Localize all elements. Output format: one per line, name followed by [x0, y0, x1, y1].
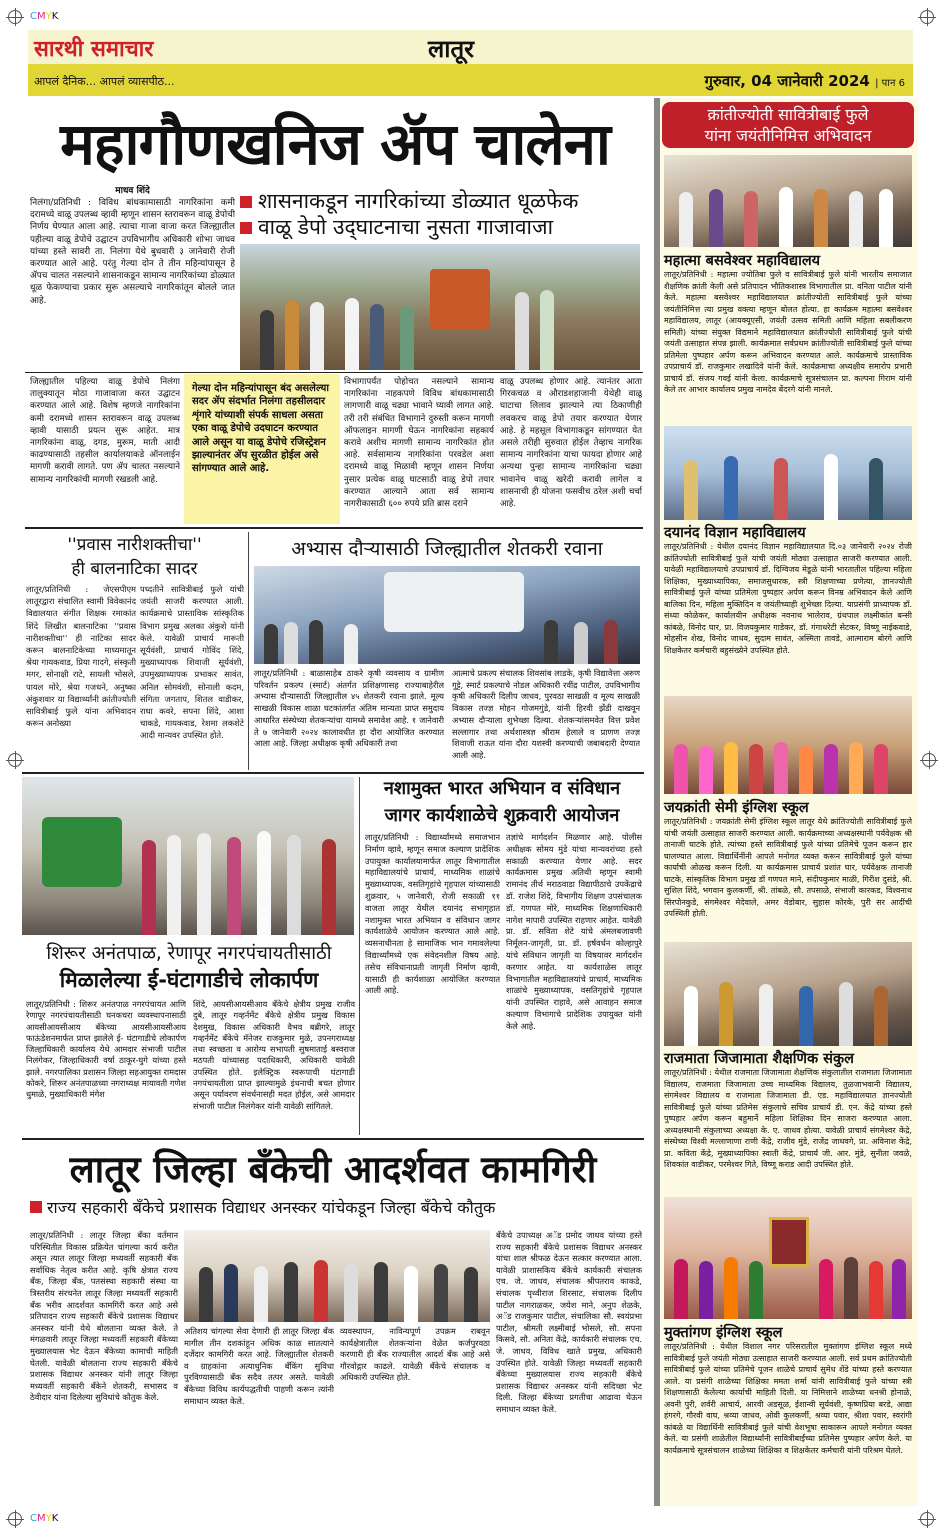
jaykranti-event-photo — [664, 696, 912, 794]
registration-mark-icon — [920, 1512, 934, 1526]
bank-felicitation-photo — [184, 1230, 490, 1322]
prawas-headline-1: ''प्रवास नारीशक्तीचा'' — [67, 535, 202, 555]
tagline: आपलं दैनिक... आपलं व्यासपीठ... — [34, 75, 175, 88]
issue-date: गुरुवार, 04 जानेवारी 2024 — [704, 72, 870, 90]
story-heading: मुक्तांगण इंग्लिश स्कूल — [664, 1325, 783, 1341]
nasha-col2: तज्ञांचे मार्गदर्शन मिळणार आहे. पोलीस अधीक्षक सोमय मुंडे यांचा मान्यवरांच्या हस्ते सकाळी करण्यात येणार आहे. सदर कार्यक्रमास प्रमुख अतिथी म्हणून स्वामी रामानंद तीर्थ मराठवाडा विद्यापीठाचे उपकेंद्राचे डॉ. राजेश शिंदे, विभागीय शिक्षण उपसंचालक डॉ. गणपत मोरे, माध्यमिक शिक्षणाधिकारी नागेश मापारी उपस्थित राहणार आहेत. यावेळी प्रा. डॉ. सविता शेटे यांचे अंमलबजावणी निर्मूलन-जागृती, प्रा. डॉ. हर्षवर्धन कोल्हापुरे यांचे संविधान जागृती या विषयावर मार्गदर्शन करणार आहेत. या कार्यशाळेस लातूर विभागातील महाविद्यालयांचे प्राचार्य, माध्यमिक शाळांचे मुख्याध्यापक, वसतिगृहांचे गृहपाल यांनी उपस्थित राहावे, असे आवाहन समाज कल्याण विभागाचे प्रादेशिक उपायुक्त यांनी केले आहे. — [506, 832, 642, 1031]
muktangan-event-photo — [664, 1197, 912, 1319]
lead-byline: माधव शिंदे — [115, 186, 150, 196]
bank-col4: बँकेचे उपाध्यक्ष अॅड प्रमोद जाधव यांच्या हस्ते राज्य सहकारी बँकेचे प्रशासक विद्याधर अनस्कर यांचा शाल श्रीफळ देऊन सत्कार करण्यात आला. यावेळी प्राशासकिय बँकेचे कार्यकारी संचालक एच. जे. जाधव, संचालक श्रीपतराव काकडे, संचालक पृथ्वीराज शिरसाट, संचालक दिलीप पाटील नागराळकर, जयेश माने, अनुप शेळके, अॅड राजकुमार पाटील, संचालिका सौ. स्वयंप्रभा पाटील, श्रीमती लक्ष्मीबाई भोसले, सौ. सपना किसवे, सौ. अनिता केंद्रे, कार्यकारी संचालक एच. जे. जाधव, विविध खाते प्रमुख, अधिकारी उपस्थित होते. यावेळी जिल्हा मध्यवर्ती सहकारी बँकेच्या मुख्यालयास राज्य सहकारी बँकेचे प्रशासक विद्याधर अनस्कर यांनी सदिच्छा भेट दिली. जिल्हा बँकेच्या प्रगतीचा आढावा घेऊन समाधान व्यक्त केले. — [496, 1230, 642, 1414]
e-garbage-vehicle-photo — [22, 777, 354, 935]
edition-name: लातूर — [428, 35, 474, 63]
story-text: लातूर/प्रतिनिधी : महात्मा ज्योतिबा फुले व सावित्रीबाई फुले यांनी भारतीय समाजात शैक्षणिक क्रांती केली असे प्रतिपादन भौतिकशास्त्र विभागातील प्रा. वनिता पाटील यांनी केले. महात्मा बसवेश्वर महाविद्यालयात क्रांतीज्योती सावित्रीबाई फुले यांच्या जयंतीनिमित्त त्या प्रमुख वक्त्या म्हणून बोलत होत्या. हा कार्यक्रम महात्मा बसवेश्वर महाविद्यालय, लातूर (आयक्यूएसी, जयंती उत्सव समिती आणि महिला सबलीकरण समिती) यांच्या संयुक्त विद्यमाने महाविद्यालयात क्रांतीज्योती सावित्रीबाई फुले यांची जयंती उत्साहात संपन्न झाली. कार्यक्रमात सर्वप्रथम क्रांतीज्योती सावित्रीबाई फुले यांच्या प्रतिमेला पुष्पहार अर्पण करून अभिवादन करण्यात आले. कार्यक्रमाचे प्रास्ताविक उपप्राचार्य डॉ. राजकुमार लखादिवे यांनी केले. कार्यक्रमाचा अध्यक्षीय समारोप प्रभारी प्राचार्य डॉ. संजय गवई यांनी केला. कार्यक्रमाचे सूत्रसंचालन प्रा. कल्पना गिराम यांनी केले तर आभार कार्यालय प्रमुख नामदेव बेंदरगे यांनी मानले. — [664, 270, 912, 394]
registration-mark-icon — [922, 753, 936, 767]
story-text: लातूर/प्रतिनिधी : जयक्रांती सेमी इंग्लिश स्कूल लातूर येथे क्रांतिज्योती सावित्रीबाई फुले यांची जयंती उत्साहात साजरी करण्यात आली. कार्यक्रमाच्या अध्यक्षस्थानी पर्यवेक्षक श्री तानाजी घाटके होते. त्यांच्या हस्ते सावित्रीबाई फुले यांच्या प्रतिमेचे पूजन करून हार घालण्यात आला. विद्यार्थिनींनी आपले मनोगत व्यक्त करून सावित्रीबाई फुले यांच्या कार्याची ओळख करून दिली. या कार्यक्रमास प्राचार्य प्रशांत घार, पर्यवेक्षक तानाजी घाटके, सांस्कृतिक विभाग प्रमुख डॉ गणपत माने, संदीपकुमार माळी, गिरीश दुसंडे, श्री. सुशिल शिंदे, भगवान कुलकर्णी, श्री. तांबळे, सौ. तपसाळे, संभाजी कारकड, विश्वनाथ सिरपोनकुडे, संगमेश्वर मेदेवाले, अमर वेडोबार, सुहास कोरके, पुरी सर आदींची उपस्थिती होती. — [664, 817, 912, 918]
registration-mark-icon — [8, 10, 22, 24]
bank-col2: अतिशय चांगल्या सेवा देणारी ही लातूर जिल्हा बँक मागील तीन दशकांहून अधिक काळ सातत्याने दर्जेदार कामगिरी करत आहे. जिल्ह्यातील शेतकरी व ग्राहकांना अत्याधुनिक बँकिंग सुविधा पुरविण्यासाठी बँक सदैव तत्पर असते. यावेळी बँकेच्या विविध कार्यपद्धतीची पाहणी करून त्यांनी समाधान व्यक्त केले. — [184, 1326, 334, 1406]
abhyas-col1: लातूर/प्रतिनिधी : बाळासाहेब ठाकरे कृषी व्यवसाय व ग्रामीण परिवर्तन प्रकल्प (स्मार्ट) अंतर्गत प्रशिक्षणासह राज्याबाहेरील अभ्यास दौऱ्यासाठी जिल्ह्यातील ४५ शेतकरी रवाना झाले. मूल्य साखळी विकास शाळा घटकांतर्गत अंतिम मान्यता प्राप्त समुदाय आधारित संस्थेच्या शेतकऱ्यांचा यामध्ये समावेश आहे. १ जानेवारी ते ७ जानेवारी २०२४ कालावधीत हा दौरा आयोजित करण्यात आला आहे. जिल्हा अधीक्षक कृषी अधिकारी तथा — [254, 668, 444, 749]
bullet-icon — [30, 1201, 42, 1213]
story-text: लातूर/प्रतिनिधी : येथील विशाल नगर परिसरातील मुक्तांगण इंग्लिश स्कूल मध्ये सावित्रीबाई फुले जयंती मोठ्या उत्साहात साजरी करण्यात आली. सर्व प्रथम क्रांतिज्योती सावित्रीबाई फुले यांच्या प्रतिमेचे पूजन शाळेचे प्राचार्य सुमेध शेंडे यांच्या हस्ते करण्यात आले. या प्रसंगी शाळेच्या शिक्षिका ममता शर्मा यांनी सावित्रीबाई फुले यांच्या स्त्री शिक्षणासाठी केलेल्या कार्याची माहिती दिली. या निमित्ताने शाळेच्या धनश्री होनाळे, अवनी पुरी, शर्वरी आचार्य, आरवी अडसूळ, ईशान्वी सूर्यवंशी, कृष्णप्रिया बरडे, आद्या हंगरगे, गौरवी वाघ, श्रव्या जाधव, ओवी कुलकर्णी, श्रव्या पवार, श्रीशा पवार, स्वरांगी कांबळे या विद्यार्थिनी सावित्रीबाई फुले यांची वेशभूषा साकारून आपले मनोगत व्यक्त केले. या प्रसंगी शाळेतील विद्यार्थ्यांनी सावित्रीबाईंच्या प्रतिमेस पुष्पहार अर्पण केले. या कार्यक्रमाचे सूत्रसंचालन शाळेच्या शिक्षिका व शिक्षकेतर कर्मचारी यांनी परिश्रम घेतले. — [664, 1342, 912, 1455]
bank-subhead: राज्य सहकारी बँकेचे प्रशासक विद्याधर अनस्कर यांचेकडून जिल्हा बँकेचे कौतुक — [30, 1196, 495, 1218]
ghantagadi-headline-2: मिळालेल्या ई-घंटागाडीचे लोकार्पण — [59, 968, 319, 992]
lead-subhead-2: वाळू डेपो उद्‌घाटनाचा नुसता गाजावाजा — [240, 213, 553, 241]
story-text: लातूर/प्रतिनिधी : येथील राजमाता जिजामाता शैक्षणिक संकुलातील राजमाता जिजामाता विद्यालय, राजमाता जिजामाता उच्च माध्यमिक विद्यालय, तुळजाभवानी विद्यालय, संगमेश्वर विद्यालय व राजमाता जिजामाता डी. एड. महाविद्यालयात ज्ञानज्योती सावित्रीबाई फुले यांच्या प्रतिमेस संकुलाचे सचिव प्राचार्य डी. एन. केंद्रे यांच्या हस्ते पुष्पहार अर्पण करून बहुमार्ने महिला शिक्षिका दिन साजरा करण्यात आला. अध्यक्षस्थानी संकुलाच्या अध्यक्षा के. ए. जाधव होत्या. यावेळी प्राचार्य संगमेश्वर केंद्रे, संस्थेच्या विश्वी मल्लाणाणा राणी केंद्रे, राजीव मुंडे, राजेंद्र जाधवगे, प्रा. अविनाश केंद्रे, प्रा. कविता केंद्रे, मुख्याध्यापिका स्वाती केंद्रे, प्राचार्य जी. आर. मुंडे, सुनीता जवळे, शिवकांत वाडीकर, परमेश्वर गिते, विष्णू कराड आदी उपस्थित होते. — [664, 1068, 912, 1169]
lead-subhead-1: शासनाकडून नागरिकांच्या डोळ्यात धूळफेक — [240, 187, 578, 215]
prawas-col1: लातूर/प्रतिनिधी : जेएसपीएम लातूरद्वारा संचालित स्वामी विवेकानंद विद्यालयात संगीत शिक्षक रमाकांत शिंदे लिखीत बालनाटिका ''प्रवास नारीशक्तीचा'' ही नाटिका सादर करून बालनाटिकेच्या माध्यमातून श्रेया गायकवाड, प्रिया गादगे, संस्कृती मगर, सोनाक्षी राटे, सायली भोसले, पायल मोरे, श्रेया गजधने, अनुष्का अंकुशवार या विद्यार्थ्यांनी क्रांतीज्योती सावित्रीबाई फुले यांना अभिवादन करून अनोख्या — [26, 584, 136, 729]
abhyas-headline: अभ्यास दौऱ्यासाठी जिल्ह्यातील शेतकरी रवाना — [291, 538, 603, 560]
sand-depot-photo — [240, 244, 640, 370]
farmers-bus-photo — [254, 566, 640, 664]
story-text: लातूर/प्रतिनिधी : येथील दयानंद विज्ञान महाविद्यालयात दि.०३ जानेवारी २०२४ रोजी क्रांतिज्योती सावित्रीबाई फुले यांची जयंती मोठ्या उत्साहात साजरी करण्यात आली. यावेळी महाविद्यालयाचे उपप्राचार्य डॉ. दिग्विजय मेडूळे यांनी भारतातील पहिल्या महिला शिक्षिका, मुख्याध्यापिका, समाजसुधारक, स्त्री शिक्षणाच्या प्रणेत्या, ज्ञानज्योती सावित्रीबाई फुले यांच्या प्रतिमेला पुष्पहार अर्पण करून विनम्र अभिवादन केले आणि बालिका दिन, महिला मुक्तिदिन व जयंतीच्याही शुभेच्छा दिल्या. याप्रसंगी प्राध्यापक डॉ. संध्या कोळेकर, कार्यालयीन अधीक्षक नवनाथ भालेराव, ग्रंथपाल लक्ष्मीकांत बन्सी कांबळे, विनोद घार, प्रा. विजयकुमार गाडेकर, डॉ. गंगाधरेटी सेटकर, विष्णू नाईकवाडे, मोहसीन शेख, विनोद जाधव, सुदाम सावंत, अस्मिता तावडे, आत्माराम बोरगे आणि शिक्षकेतर कर्मचारी बहुसंख्येने उपस्थित होते. — [664, 542, 912, 655]
story-heading: राजमाता जिजामाता शैक्षणिक संकुल — [664, 1051, 854, 1067]
lead-col4: वाळू उपलब्ध होणार आहे. त्यानंतर आता गिरकचळ व औराडशहाजानी येथेही वाळू घाटाचा लिलाव झाल्याने त्या ठिकाणीही लवकरच वाळू डेपो तयार करण्यात येणार आहे. हे महसूल विभागाकडून सांगण्यात येत असले तरीही सुरुवात होईल तेव्हाच नागरिक सामान्य नागरिकांना याचा फायदा होणार आहे अन्यथा पुन्हा सामान्य नागरिकांना चढ्या भावानेच वाळू खरेदी करावी लागेल व शासनाची ही योजना फसवीच ठरेल अशी चर्चा आहे. — [500, 377, 642, 510]
lead-intro: निलंगा/प्रतिनिधी : विविध बांधकामासाठी नागरिकांना कमी दरामध्ये वाळू उपलब्ध व्हावी म्हणून शासन स्तरावरून वाळू डेपोची निर्णय घेण्यात आला आहे. त्याचा गाजा वाजा करत जिल्ह्यातील पहील्या वाळू डेपोचे उद्घाटन उपविभागीय अधिकारी शोभा जाधव यांच्या हस्ते सावरी ता. निलंगा येथे बुधवारी ३ जानेवारी रोजी करण्यात आले आहे. परंतु गेल्या दोन ते तीन महिन्यांपासून हे ॲपच चालत नसल्याने शासनाकडून सामान्य नागरिकांच्या डोळ्यात धूळ फेकण्याचा प्रकार सुरू असल्याचे नागरिकांतून बोलले जात आहे. — [30, 198, 235, 306]
prawas-col2: पध्दतीने सावित्रीबाई फुले यांची जयंती साजरी करण्यात आली. कार्यक्रमाचे प्रास्ताविक सांस्कृतिक विभाग प्रमुख अलका अंकुशे यांनी केले. यावेळी प्राचार्य मारूती सूर्यवंशी, प्राचार्य गोविंद शिंदे, मुख्याध्यापक शिवाजी सूर्यवंशी, उपमुख्याध्यापक प्रभाकर सावंत, अनिल सोमवंशी, सोनाली कदम, संगिता जगताप, शितल वाडीकर, राधा कवरे, सपना शिंदे, आशा चाकडे, गायकवाड, रेशमा लकशेटे आदी मान्यवर उपस्थित होते. — [140, 584, 244, 741]
story-heading: दयानंद विज्ञान महाविद्यालय — [664, 525, 806, 541]
banner-line-2: यांना जयंतीनिमित्त अभिवादन — [704, 126, 872, 145]
bank-headline: लातूर जिल्हा बँकेची आदर्शवत कामगिरी — [69, 1148, 597, 1191]
basaveshwar-event-photo — [664, 155, 912, 247]
abhyas-col2: आत्माचे प्रकल्प संचालक शिवसांब लाडके, कृषी विद्यावेत्ता अरुण गुट्टे, स्मार्ट प्रकल्पाचे नोडल अधिकारी रवींद्र पाटील, उपविभागीय कृषी अधिकारी दिलीप जाधव, पुरवठा साखळी व मूल्य साखळी विकास तज्ज्ञ मोहन गोजमगुंडे, यांनी हिरवी झेंडी दाखवून अभ्यास दौऱ्याला शुभेच्छा दिल्या. शेतकऱ्यांसमवेत वित्त प्रवेश सल्लागार तथा अर्थशास्त्रज्ञ श्रीराम हेलाले व प्राणण तज्ज्ञ शिवाजी राऊत यांना दौरा यशस्वी करण्याची जबाबदारी देण्यात आली आहे. — [452, 668, 640, 760]
lead-col1: जिल्ह्यातील पहिल्या वाळू डेपोचे निलंगा तालुक्यातून मोठा गाजावाजा करत उद्घाटन करण्यात आले आहे. विशेष म्हणजे नागरिकांना कमी दरामध्ये शासन स्तरावरून वाळू उपलब्ध व्हावी यासाठी प्रयत्न सुरू आहेत. मात्र नागरिकांना वाळू, दगड, मुरूम, माती आदी काढण्यासाठी तहसील कार्यालयाकडे ऑनलाईन मागणी करावी लागते. पण ॲप चालत नसल्याने सामान्य नागरिकांची मागणी रखडली आहे. — [30, 377, 180, 485]
registration-mark-icon — [8, 753, 22, 767]
lead-col3: विभागापर्यंत पोहोचत नसल्याने सामान्य नागरिकांना नाहकपणे विविध बांधकामासाठी लागणारी वाळू चढ्या भावाने घ्यावी लागत आहे. तरी तरी संबंधित विभागाने दुरुस्ती करून मागणी ऑफलाइन मागणी घेऊन नागरिकांना सहकार्य करावे अशीच मागणी सामान्य नागरिकांत होत आहे. सर्वसामान्य नागरिकांना परवडेल अशा दरामध्ये वाळू मिळावी म्हणून शासन निर्णया नुसार प्रत्येक वाळू घाटसाठी वाळू डेपो तयार करण्यात आल्याने आता सर्व सामान्य नागरीकासाठी ६०० रुपये प्रति ब्रास दराने — [344, 377, 494, 510]
banner-line-1: क्रांतीज्योती सावित्रीबाई फुले — [707, 105, 869, 124]
sidebar-banner — [662, 102, 914, 148]
masthead — [28, 30, 913, 96]
ghantagadi-col2: शिंदे, आयसीआयसीआय बँकेचे क्षेत्रीय प्रमुख राजीव दुबे, लातूर गव्हर्नमेंट बँकेचे क्षेत्रीय प्रमुख विकास देशमुख, विकास अधिकारी वैभव बब्रीगरे, लातूर गव्हर्नमेंट बँकेचे मॅनेजर राजकुमार मुळे, उपनगराध्यक्ष तथा स्वच्छता व आरोग्य सभापती सुषमाताई बस्वराज मठपती यांच्यासह पदाधिकारी, अधिकारी यावेळी उपस्थित होते. इलेक्ट्रिक स्वरूपाची घंटागाडी नगपंचायतीला प्राप्त झाल्यामुळे इंधनाची बचत होणार असून पर्यावरण संवर्धनासही मदत होईल, असे आमदार संभाजी पाटील निलंगेकर यांनी यावेळी सांगितले. — [193, 999, 355, 1111]
nasha-col1: लातूर/प्रतिनिधी : विद्यार्थ्यांमध्ये समाजभान निर्माण व्हावे, म्हणून समाज कल्याण प्रादेशिक उपायुक्त कार्यालयामार्फत लातूर विभागातील महाविद्यालयांचे प्राचार्य, माध्यमिक शाळांचे मुख्याध्यापक, वसतिगृहांचे गृहपाल यांच्यासाठी शुक्रवार, ५ जानेवारी, रोजी सकाळी ११ वाजता लातूर येथील दयानंद सभागृहात नशामुक्त भारत अभियान व संविधान जागर कार्यशाळेचे आयोजन करण्यात आले आहे. व्यसनाधीनता हे सामाजिक भान गमावलेल्या विद्यार्थ्यांमध्ये एक संवेदनशील विषय आहे. तसेच संविधानाप्रती जागृती निर्माण व्हावी, यासाठी ही कार्यशाळा आयोजित करण्यात आली आहे. — [365, 832, 500, 996]
lead-pullquote: गेल्या दोन महिन्यांपासून बंद असलेल्या सदर ॲप संदर्भात निलंगा तहसीलदार शृंगारे यांच्याशी संपर्क साधला असता एका वाळू डेपोचे उदघाटन करण्यात आले असून या वाळू डेपोचे रजिस्ट्रेशन झाल्यानंतर ॲप सुरळीत होईल असे सांगण्यात आले आहे. — [184, 374, 340, 524]
rajmata-event-photo — [664, 942, 912, 1046]
dayanand-event-photo — [664, 426, 912, 520]
cmyk-label: CMYK — [30, 11, 59, 22]
page-number: पान 6 — [881, 78, 905, 89]
brand-name: सारथी समाचार — [34, 37, 154, 62]
bank-col3: व्यवस्थापन, नाविन्यपूर्ण उपक्रम राबवून कार्यक्षेत्रातील शेतकऱ्यांना वेळेत कर्जपुरवठा करणारी ही बँक राज्यातील आदर्श बँक आहे असे गौरवोद्गार काढले. यावेळी बँकेचे संचालक व अधिकारी उपस्थित होते. — [340, 1326, 490, 1383]
story-heading: महात्मा बसवेश्वर महाविद्यालय — [664, 253, 821, 269]
registration-mark-icon — [920, 10, 934, 24]
nasha-headline-1: नशामुक्त भारत अभियान व संविधान — [383, 778, 621, 799]
nasha-headline-2: जागर कार्यशाळेचे शुक्रवारी आयोजन — [384, 805, 620, 826]
prawas-headline-2: ही बालनाटिका सादर — [71, 559, 198, 579]
bullet-icon — [240, 196, 252, 208]
ghantagadi-headline-1: शिरूर अनंतपाळ, रेणापूर नगरपंचायतीसाठी — [46, 943, 332, 964]
issue-info: गुरुवार, 04 जानेवारी 2024 | पान 6 — [704, 72, 905, 90]
bank-col1: लातूर/प्रतिनिधी : लातूर जिल्हा बँका वर्तमान परिस्थितीत विकास प्रक्रियेत चांगल्या कार्य करीत असून त्यात लातूर जिल्हा मध्यवर्ती सहकारी बँक सर्वाधिक नेतृत्व करीत आहे. कृषि क्षेत्रात राज्य बँक, जिल्हा बँक, पतसंस्था सहकारी संस्था या त्रिस्तरीय संरचनेत लातूर जिल्हा मध्यवर्ती सहकारी बँक भरीव आदर्शवत कामगिरी करत आहे असे प्रतिपादन राज्य सहकारी बँकेचे प्रशासक विद्याधर अनस्कर यांनी येथे बोलताना व्यक्त केले. ते मंगळवारी लातूर जिल्हा मध्यवर्ती सहकारी बँकेच्या मुख्यालयास भेट देऊन बँकेच्या कामाची माहिती घेतली. यावेळी बोलताना राज्य सहकारी बँकेचे प्रशासक विद्याधर अनस्कर यांनी लातूर जिल्हा मध्यवर्ती सहकारी बँकेने शेतकरी, सभासद व ठेवीदार यांना दिलेल्या सुविधांचे कौतुक केले. — [30, 1230, 178, 1403]
ghantagadi-col1: लातूर/प्रतिनिधी : शिरूर अनंतपाळ नगरपंचायत आणि रेणापूर नगरपंचायतीसाठी घनकचरा व्यवस्थापनासाठी आयसीआयसीआय बँकेच्या आयसीआयसीआय फाऊंडेशनमार्फत प्राप्त झालेले ई- घंटागाडीचे लोकार्पण जिल्हाधिकारी कार्यालय येथे आमदार संभाजी पाटील निलंगेकर, जिल्हाधिकारी वर्षा ठाकूर-घुगे यांच्या हस्ते झाले. नगरपालिका प्रशासन जिल्हा सहआयुक्त रामदास कोकरे, शिरूर अनंतपाळच्या नगराध्यक्ष मायावती गणेश धुमाळे, मुख्याधिकारी मंगेश — [26, 999, 186, 1100]
story-heading: जयक्रांती सेमी इंग्लिश स्कूल — [664, 800, 809, 816]
lead-headline: महागौणखनिज ॲप चालेना — [60, 110, 610, 178]
registration-mark-icon — [8, 1512, 22, 1526]
cmyk-label-bottom: CMYK — [30, 1513, 59, 1524]
bullet-icon — [240, 222, 252, 234]
